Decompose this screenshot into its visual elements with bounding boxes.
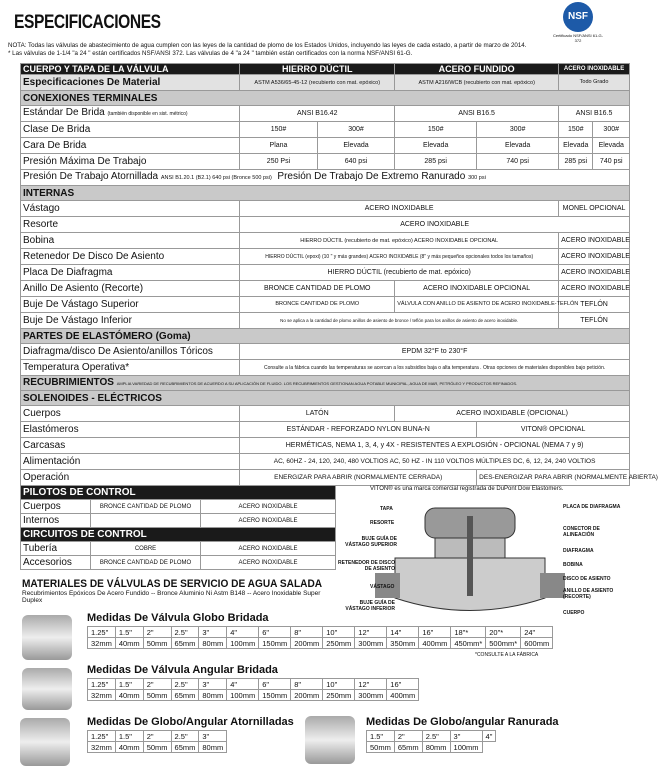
elast-label: Elastómeros: [21, 422, 240, 438]
size-cell: 8": [291, 627, 323, 638]
header-cast: ACERO FUNDIDO: [395, 64, 559, 75]
size-cell: 100mm: [227, 690, 259, 701]
brida-label: Estándar De Brida: [23, 107, 105, 118]
size-cell: 32mm: [88, 638, 116, 649]
diafragma-label: Diafragma/disco De Asiento/anillos Tóricos: [21, 344, 240, 360]
ranurada-sizes: [366, 716, 559, 753]
globo-note: *CONSULTE A LA FÁBRICA: [475, 652, 539, 658]
vastago-label: Vástago: [21, 201, 240, 217]
size-cell: 500mm*: [486, 638, 521, 649]
size-cell: 4": [482, 731, 496, 742]
label-resorte: RESORTE: [370, 520, 395, 526]
header-body: CUERPO Y TAPA DE LA VÁLVULA: [21, 64, 240, 75]
size-cell: 1.5": [115, 627, 143, 638]
alim-value: AC, 60HZ - 24, 120, 240, 480 VOLTIOS AC, 50 HZ - IN 110 VOLTIOS MÚLTIPLES DC, 6, 12, 24, 240 VOLTIOS: [240, 454, 630, 470]
circuitos-title: CIRCUITOS DE CONTROL: [21, 528, 336, 542]
size-cell: 16": [419, 627, 451, 638]
mat-ductile: ASTM A536/65-45-12 (recubierto con mat. epóxico): [240, 75, 395, 91]
size-cell: 450mm*: [451, 638, 486, 649]
buje-sup-value-2: VÁLVULA CON ANILLO DE ASIENTO DE ACERO INOXIDABLE-TEFLÓN: [395, 297, 559, 313]
cara-value: Elevada: [317, 138, 395, 154]
size-cell: 1.5": [115, 731, 143, 742]
label-vastago: VÁSTAGO: [370, 584, 395, 590]
size-cell: 32mm: [88, 742, 116, 753]
label-conector: CONECTOR DE ALINEACIÓN: [563, 526, 600, 538]
size-cell: 40mm: [115, 742, 143, 753]
size-cell: 65mm: [394, 742, 422, 753]
size-cell: 18"*: [451, 627, 486, 638]
oper-option: DES-ENERGIZAR PARA ABRIR (NORMALMENTE ABIERTA): [477, 470, 630, 486]
size-cell: 300mm: [355, 638, 387, 649]
pilotos-cuerpos-option: ACERO INOXIDABLE: [201, 500, 336, 514]
globo-sizes: [87, 612, 553, 649]
angular-sizes: [87, 664, 419, 701]
cara-value: Plana: [240, 138, 318, 154]
nsf-caption: Certificado NSF/ANSI 61-G-372: [552, 33, 603, 43]
section-solenoides: SOLENOIDES - ELÉCTRICOS: [21, 391, 630, 406]
label-buje-sup: BUJE GUÍA DE VÁSTAGO SUPERIOR: [345, 536, 397, 548]
size-cell: 2.5": [422, 731, 450, 742]
label-diafragma: DIAFRAGMA: [563, 548, 594, 554]
mat-cast: ASTM A216/WCB (recubierto con mat. epóxico): [395, 75, 559, 91]
carcasas-value: HERMÉTICAS, NEMA 1, 3, 4, y 4X - RESISTENTES A EXPLOSIÓN - OPCIONAL (NEMA 7 y 9): [240, 438, 630, 454]
pilotos-table: [20, 485, 336, 570]
size-cell: 80mm: [199, 690, 227, 701]
label-cuerpo: CUERPO: [563, 610, 585, 616]
size-cell: 32mm: [88, 690, 116, 701]
ranurado-label: Presión De Trabajo De Extremo Ranurado: [277, 171, 466, 182]
placa-value: HIERRO DÚCTIL (recubierto de mat. epóxico): [240, 265, 559, 281]
pilotos-cuerpos-label: Cuerpos: [21, 500, 91, 514]
circuitos-accesorios-option: ACERO INOXIDABLE: [201, 556, 336, 570]
brida-stainless: ANSI B16.5: [559, 106, 630, 122]
size-cell: 20"*: [486, 627, 521, 638]
buje-sup-option: TEFLÓN: [559, 297, 630, 313]
mat-stainless: Todo Grado: [559, 75, 630, 91]
cara-value: Elevada: [477, 138, 559, 154]
label-tapa: TAPA: [380, 506, 393, 512]
page-title: ESPECIFICACIONES: [14, 12, 161, 33]
retenedor-label: Retenedor De Disco De Asiento: [21, 249, 240, 265]
label-retenedor: RETENEDOR DE DISCO DE ASIENTO: [338, 560, 395, 572]
size-cell: 65mm: [171, 690, 199, 701]
presion-value: 640 psi: [317, 154, 395, 170]
size-cell: 2.5": [171, 627, 199, 638]
size-cell: 2": [143, 679, 171, 690]
carcasas-label: Carcasas: [21, 438, 240, 454]
recub-value: AMPLIA VARIEDAD DE RECUBRIMIENTOS DE ACUERDO A SU APLICACIÓN DE FLUIDO. LOS RECUBRIMIENTOS GESTIONAN AGUA POTABLE MUNICIPAL, AGUA DE MAR, PETRÓLEO Y PRODUCTOS REFINADOS.: [116, 381, 518, 386]
globe-valve-image: [22, 615, 72, 660]
size-cell: 1.25": [88, 627, 116, 638]
size-cell: 40mm: [115, 638, 143, 649]
nsf-logo: [552, 2, 604, 46]
presion-value: 285 psi: [559, 154, 593, 170]
label-disco: DISCO DE ASIENTO: [563, 576, 611, 582]
pilotos-internos-option: ACERO INOXIDABLE: [201, 514, 336, 528]
size-cell: 150mm: [259, 690, 291, 701]
size-cell: 65mm: [171, 742, 199, 753]
size-cell: 100mm: [227, 638, 259, 649]
vastago-option: MONEL OPCIONAL: [559, 201, 630, 217]
bobina-value: HIERRO DÚCTIL (recubierto de mat. epóxico) ACERO INOXIDABLE OPCIONAL: [240, 233, 559, 249]
brida-note: (también disponible en sist. métrico): [107, 111, 188, 117]
size-cell: 200mm: [291, 690, 323, 701]
size-cell: 100mm: [450, 742, 482, 753]
size-cell: 250mm: [323, 638, 355, 649]
size-cell: 65mm: [171, 638, 199, 649]
buje-sup-label: Buje De Vástago Superior: [21, 297, 240, 313]
size-cell: 10": [323, 679, 355, 690]
note: [8, 42, 620, 57]
size-cell: 50mm: [143, 638, 171, 649]
circuitos-accesorios-label: Accesorios: [21, 556, 91, 570]
note-line-2: * Las válvulas de 1-1/4 "a 24 " están certificados NSF/ANSI 372. Las válvulas de 4 "a 24 " también están certificados con la norma NSF/ANSI 61-G.: [8, 49, 413, 57]
placa-label: Placa De Diafragma: [21, 265, 240, 281]
size-cell: 4": [227, 679, 259, 690]
size-cell: 2.5": [171, 731, 199, 742]
size-cell: 8": [291, 679, 323, 690]
oper-label: Operación: [21, 470, 240, 486]
cara-value: Elevada: [559, 138, 593, 154]
buje-sup-value: BRONCE CANTIDAD DE PLOMO: [240, 297, 395, 313]
cara-label: Cara De Brida: [21, 138, 240, 154]
label-placa: PLACA DE DIAFRAGMA: [563, 504, 621, 510]
salt-title: MATERIALES DE VÁLVULAS DE SERVICIO DE AGUA SALADA: [22, 578, 323, 590]
size-cell: 40mm: [115, 690, 143, 701]
brida-ductile: ANSI B16.42: [240, 106, 395, 122]
size-cell: 12": [355, 627, 387, 638]
brida-cast: ANSI B16.5: [395, 106, 559, 122]
ranurada-title: Medidas De Globo/angular Ranurada: [366, 716, 559, 728]
cara-value: Elevada: [593, 138, 630, 154]
circuitos-tuberia-label: Tubería: [21, 542, 91, 556]
presion-value: 740 psi: [593, 154, 630, 170]
atornilladas-title: Medidas De Globo/Angular Atornilladas: [87, 716, 294, 728]
anillo-value-2: ACERO INOXIDABLE OPCIONAL: [395, 281, 559, 297]
cuerpos-option: ACERO INOXIDABLE (OPCIONAL): [395, 406, 630, 422]
circuitos-tuberia-value: COBRE: [91, 542, 201, 556]
size-cell: 2.5": [171, 679, 199, 690]
label-bobina: BOBINA: [563, 562, 583, 568]
oper-value: ENERGIZAR PARA ABRIR (NORMALMENTE CERRADA): [240, 470, 477, 486]
mat-label: Especificaciones De Material: [21, 75, 240, 91]
size-cell: 400mm: [419, 638, 451, 649]
size-cell: 16": [387, 679, 419, 690]
placa-option: ACERO INOXIDABLE: [559, 265, 630, 281]
resorte-label: Resorte: [21, 217, 240, 233]
bobina-option: ACERO INOXIDABLE: [559, 233, 630, 249]
diafragma-value: EPDM 32°F to 230°F: [240, 344, 630, 360]
buje-inf-option: TEFLÓN: [559, 313, 630, 329]
size-cell: 24": [521, 627, 553, 638]
anillo-label: Anillo De Asiento (Recorte): [21, 281, 240, 297]
size-cell: 6": [259, 627, 291, 638]
ranurado-value: 300 psi: [468, 175, 486, 181]
label-anillo: ANILLO DE ASIENTO (RECORTE): [563, 588, 614, 600]
atornillada-value: ANSI B1.20.1 (B2.1) 640 psi (Bronce 500 psi): [160, 175, 272, 181]
retenedor-value: HIERRO DÚCTIL (epoxi) (10 " y más grandes) ACERO INOXIDABLE (8" y más pequeños opcionales todos los tamaños): [240, 249, 559, 265]
globo-title: Medidas De Válvula Globo Bridada: [87, 612, 269, 624]
pilotos-internos-label: Internos: [21, 514, 91, 528]
retenedor-option: ACERO INOXIDABLE: [559, 249, 630, 265]
circuitos-tuberia-option: ACERO INOXIDABLE: [201, 542, 336, 556]
pilotos-title: PILOTOS DE CONTROL: [21, 486, 336, 500]
screwed-valve-image: [20, 718, 70, 766]
size-cell: 1.25": [88, 679, 116, 690]
size-cell: 3": [450, 731, 482, 742]
viton-note: VITON® es una marca comercial registrada de DuPont Dow Elastomers.: [370, 486, 564, 492]
size-cell: 2": [143, 731, 171, 742]
buje-inf-value: No se aplica a la cantidad de plomo anillos de asiento de bronce / teflón para los anillos de asiento de acero inoxidable.: [240, 313, 559, 329]
cara-value: Elevada: [395, 138, 477, 154]
cuerpos-label: Cuerpos: [21, 406, 240, 422]
size-cell: 300mm: [355, 690, 387, 701]
resorte-value: ACERO INOXIDABLE: [240, 217, 630, 233]
brida-row: [21, 106, 240, 122]
presion-value: 740 psi: [477, 154, 559, 170]
pilotos-cuerpos-value: BRONCE CANTIDAD DE PLOMO: [91, 500, 201, 514]
size-cell: 150mm: [259, 638, 291, 649]
clase-value: 300#: [593, 122, 630, 138]
label-buje-inf: BUJE GUÍA DE VÁSTAGO INFERIOR: [345, 600, 395, 612]
buje-inf-label: Buje De Vástago Inferior: [21, 313, 240, 329]
atornilladas-sizes: [87, 716, 294, 753]
size-cell: 50mm: [143, 690, 171, 701]
size-cell: 2": [143, 627, 171, 638]
size-cell: 4": [227, 627, 259, 638]
size-cell: 2": [394, 731, 422, 742]
recub-label: RECUBRIMIENTOS: [23, 377, 114, 388]
presion-label: Presión Máxima De Trabajo: [21, 154, 240, 170]
nsf-circle-icon: NSF: [563, 2, 593, 32]
cuerpos-value: LATÓN: [240, 406, 395, 422]
size-cell: 6": [259, 679, 291, 690]
alim-label: Alimentación: [21, 454, 240, 470]
clase-value: 150#: [559, 122, 593, 138]
size-cell: 350mm: [387, 638, 419, 649]
anillo-option: ACERO INOXIDABLE: [559, 281, 630, 297]
presion-value: 285 psi: [395, 154, 477, 170]
atornillada-row: [21, 170, 630, 186]
note-line-1: NOTA: Todas las válvulas de abastecimiento de agua cumplen con las leyes de la cantidad de plomo de los Estados Unidos, incluyendo las leyes de cada estado, a partir de marzo de 2014.: [8, 42, 527, 49]
size-cell: 10": [323, 627, 355, 638]
clase-value: 150#: [395, 122, 477, 138]
temp-value: Consulte a la fábrica cuando las temperaturas se acercan a los subsidios baja o alta temperatura . Otras opciones de materiales disponibles bajo petición.: [240, 360, 630, 376]
angle-valve-image: [22, 668, 72, 710]
size-cell: 3": [199, 627, 227, 638]
angular-title: Medidas De Válvula Angular Bridada: [87, 664, 278, 676]
pilotos-internos-empty: [91, 514, 201, 528]
presion-value: 250 Psi: [240, 154, 318, 170]
size-cell: 250mm: [323, 690, 355, 701]
valve-diagram: [335, 498, 625, 623]
size-cell: 3": [199, 731, 227, 742]
salt-subtitle: Recubrimientos Epóxicos De Acero Fundido -- Bronce Aluminio Ni Astm B148 -- Acero Inoxidable Super Duplex: [22, 590, 321, 604]
size-cell: 400mm: [387, 690, 419, 701]
header-ductile: HIERRO DÚCTIL: [240, 64, 395, 75]
spec-table: [20, 63, 658, 486]
atornillada-label: Presión De Trabajo Atornillada: [23, 171, 159, 182]
elast-value: ESTÁNDAR - REFORZADO NYLON BUNA-N: [240, 422, 477, 438]
header-stainless: ACERO INOXIDABLE: [559, 64, 630, 75]
size-cell: 12": [355, 679, 387, 690]
size-cell: 3": [199, 679, 227, 690]
grooved-valve-image: [305, 716, 355, 764]
size-cell: 1.25": [88, 731, 116, 742]
clase-value: 300#: [477, 122, 559, 138]
temp-label: Temperatura Operativa*: [21, 360, 240, 376]
clase-value: 150#: [240, 122, 318, 138]
anillo-value: BRONCE CANTIDAD DE PLOMO: [240, 281, 395, 297]
bobina-label: Bobina: [21, 233, 240, 249]
size-cell: 1.5": [367, 731, 395, 742]
clase-label: Clase De Brida: [21, 122, 240, 138]
section-conexiones: CONEXIONES TERMINALES: [21, 91, 630, 106]
size-cell: 14": [387, 627, 419, 638]
vastago-value: ACERO INOXIDABLE: [240, 201, 559, 217]
clase-value: 300#: [317, 122, 395, 138]
size-cell: 50mm: [367, 742, 395, 753]
recub-row: [21, 376, 630, 391]
circuitos-accesorios-value: BRONCE CANTIDAD DE PLOMO: [91, 556, 201, 570]
size-cell: 50mm: [143, 742, 171, 753]
elast-option: VITON® OPCIONAL: [477, 422, 630, 438]
size-cell: 1.5": [115, 679, 143, 690]
section-internas: INTERNAS: [21, 186, 630, 201]
size-cell: 600mm: [521, 638, 553, 649]
size-cell: 80mm: [199, 742, 227, 753]
size-cell: 80mm: [199, 638, 227, 649]
section-elastomero: PARTES DE ELASTÓMERO (Goma): [21, 329, 630, 344]
size-cell: 200mm: [291, 638, 323, 649]
size-cell: 80mm: [422, 742, 450, 753]
